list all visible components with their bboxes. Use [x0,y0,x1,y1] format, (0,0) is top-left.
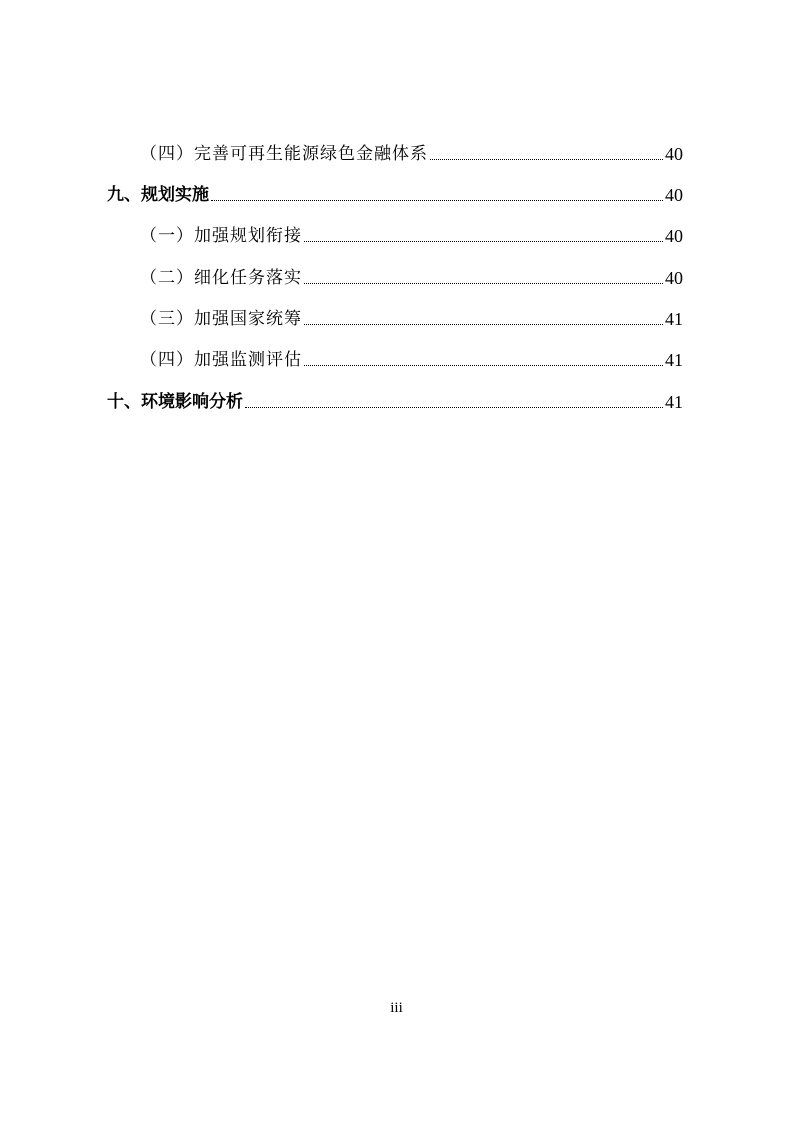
toc-dot-leader [430,159,663,160]
toc-entry-label: （四）加强监测评估 [140,350,302,370]
toc-entry[interactable] [140,301,683,329]
toc-entry-page: 41 [665,309,683,329]
toc-entry[interactable] [140,136,683,164]
toc-entry-page: 41 [665,392,683,412]
toc-entry-label: （四）完善可再生能源绿色金融体系 [140,144,428,164]
toc-entry-page: 40 [665,185,683,205]
toc-entry-label: （三）加强国家统筹 [140,309,302,329]
toc-entry-page: 41 [665,350,683,370]
toc-entry[interactable] [140,342,683,370]
toc-entry-label: 十、环境影响分析 [107,392,243,412]
page-number: iii [390,1000,403,1016]
toc-entry-page: 40 [665,268,683,288]
toc-entry[interactable] [107,384,683,412]
toc-entry[interactable] [107,177,683,205]
toc-entry-page: 40 [665,144,683,164]
toc-dot-leader [211,200,663,201]
toc-entry-page: 40 [665,226,683,246]
toc-entry-label: 九、规划实施 [107,185,209,205]
toc-entry-label: （一）加强规划衔接 [140,226,302,246]
toc-dot-leader [304,241,663,242]
toc-entry-label: （二）细化任务落实 [140,268,302,288]
toc-dot-leader [245,407,663,408]
toc-entry[interactable] [140,260,683,288]
toc-dot-leader [304,365,663,366]
toc-entry[interactable] [140,218,683,246]
toc-dot-leader [304,283,663,284]
toc-dot-leader [304,324,663,325]
